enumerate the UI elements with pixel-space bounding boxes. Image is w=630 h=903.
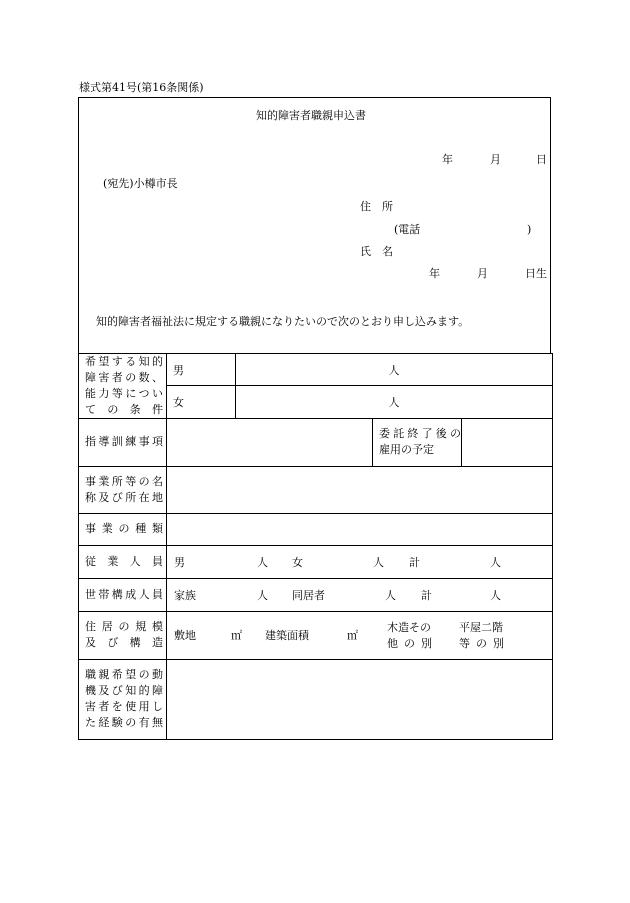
employees-value[interactable]: 男 人 女 人 計 人 bbox=[167, 545, 553, 578]
desired-female-unit: 人 bbox=[388, 396, 400, 410]
office-label: 事業所等の名 称及び所在地 bbox=[79, 466, 167, 513]
household-row bbox=[79, 578, 553, 611]
motivation-value[interactable] bbox=[167, 659, 553, 739]
date-year: 年 bbox=[442, 153, 453, 166]
name-label: 氏 名 bbox=[360, 245, 393, 258]
employees-label: 従業人員 bbox=[79, 545, 167, 578]
residence-value[interactable]: 敷地 ㎡ 建築面積 ㎡ 木造その 他の別 平屋二階 等の別 bbox=[167, 611, 553, 659]
office-value[interactable] bbox=[167, 466, 553, 513]
employment-plan-value[interactable] bbox=[462, 418, 553, 466]
office-row bbox=[79, 466, 553, 513]
business-row bbox=[79, 513, 553, 545]
employees-row bbox=[79, 545, 553, 578]
date-month: 月 bbox=[490, 153, 501, 166]
desired-female-count[interactable] bbox=[236, 386, 553, 418]
training-label: 指導訓練事項 bbox=[79, 418, 167, 466]
household-label: 世帯構成人員 bbox=[79, 578, 167, 611]
desired-male-count[interactable] bbox=[236, 354, 553, 386]
training-row bbox=[79, 418, 553, 466]
desired-conditions-label: 希望する知的 障害者の数、 能力等につい ての条件 bbox=[79, 354, 167, 419]
household-value[interactable]: 家族 人 同居者 人 計 人 bbox=[167, 578, 553, 611]
application-header-box bbox=[78, 97, 551, 353]
phone-close: ) bbox=[527, 223, 532, 236]
birth-month: 月 bbox=[477, 267, 488, 280]
training-value[interactable] bbox=[167, 418, 373, 466]
desired-row-male bbox=[79, 354, 553, 386]
motivation-label: 職親希望の動 機及び知的障 害者を使用し た経験の有無 bbox=[79, 659, 167, 739]
phone-open: (電話 bbox=[394, 223, 421, 236]
desired-male-unit: 人 bbox=[388, 363, 400, 377]
desired-male-label: 男 bbox=[167, 354, 236, 386]
birth-year: 年 bbox=[429, 267, 440, 280]
business-label: 事業の種類 bbox=[79, 513, 167, 545]
addressee: (宛先)小樽市長 bbox=[103, 177, 178, 190]
residence-row bbox=[79, 611, 553, 659]
form-number: 様式第41号(第16条関係) bbox=[79, 81, 204, 94]
residence-label: 住居の規模 及び構造 bbox=[79, 611, 167, 659]
business-value[interactable] bbox=[167, 513, 553, 545]
desired-female-label: 女 bbox=[167, 386, 236, 418]
birth-day: 日生 bbox=[525, 267, 547, 280]
address-label: 住 所 bbox=[360, 200, 393, 213]
motivation-row bbox=[79, 659, 553, 739]
application-table bbox=[78, 353, 553, 740]
statement: 知的障害者福祉法に規定する職親になりたいので次のとおり申し込みます。 bbox=[96, 315, 470, 328]
employment-plan-label: 委託終了後の 雇用の予定 bbox=[373, 418, 462, 466]
date-day: 日 bbox=[536, 153, 547, 166]
form-title: 知的障害者職親申込書 bbox=[256, 109, 366, 122]
